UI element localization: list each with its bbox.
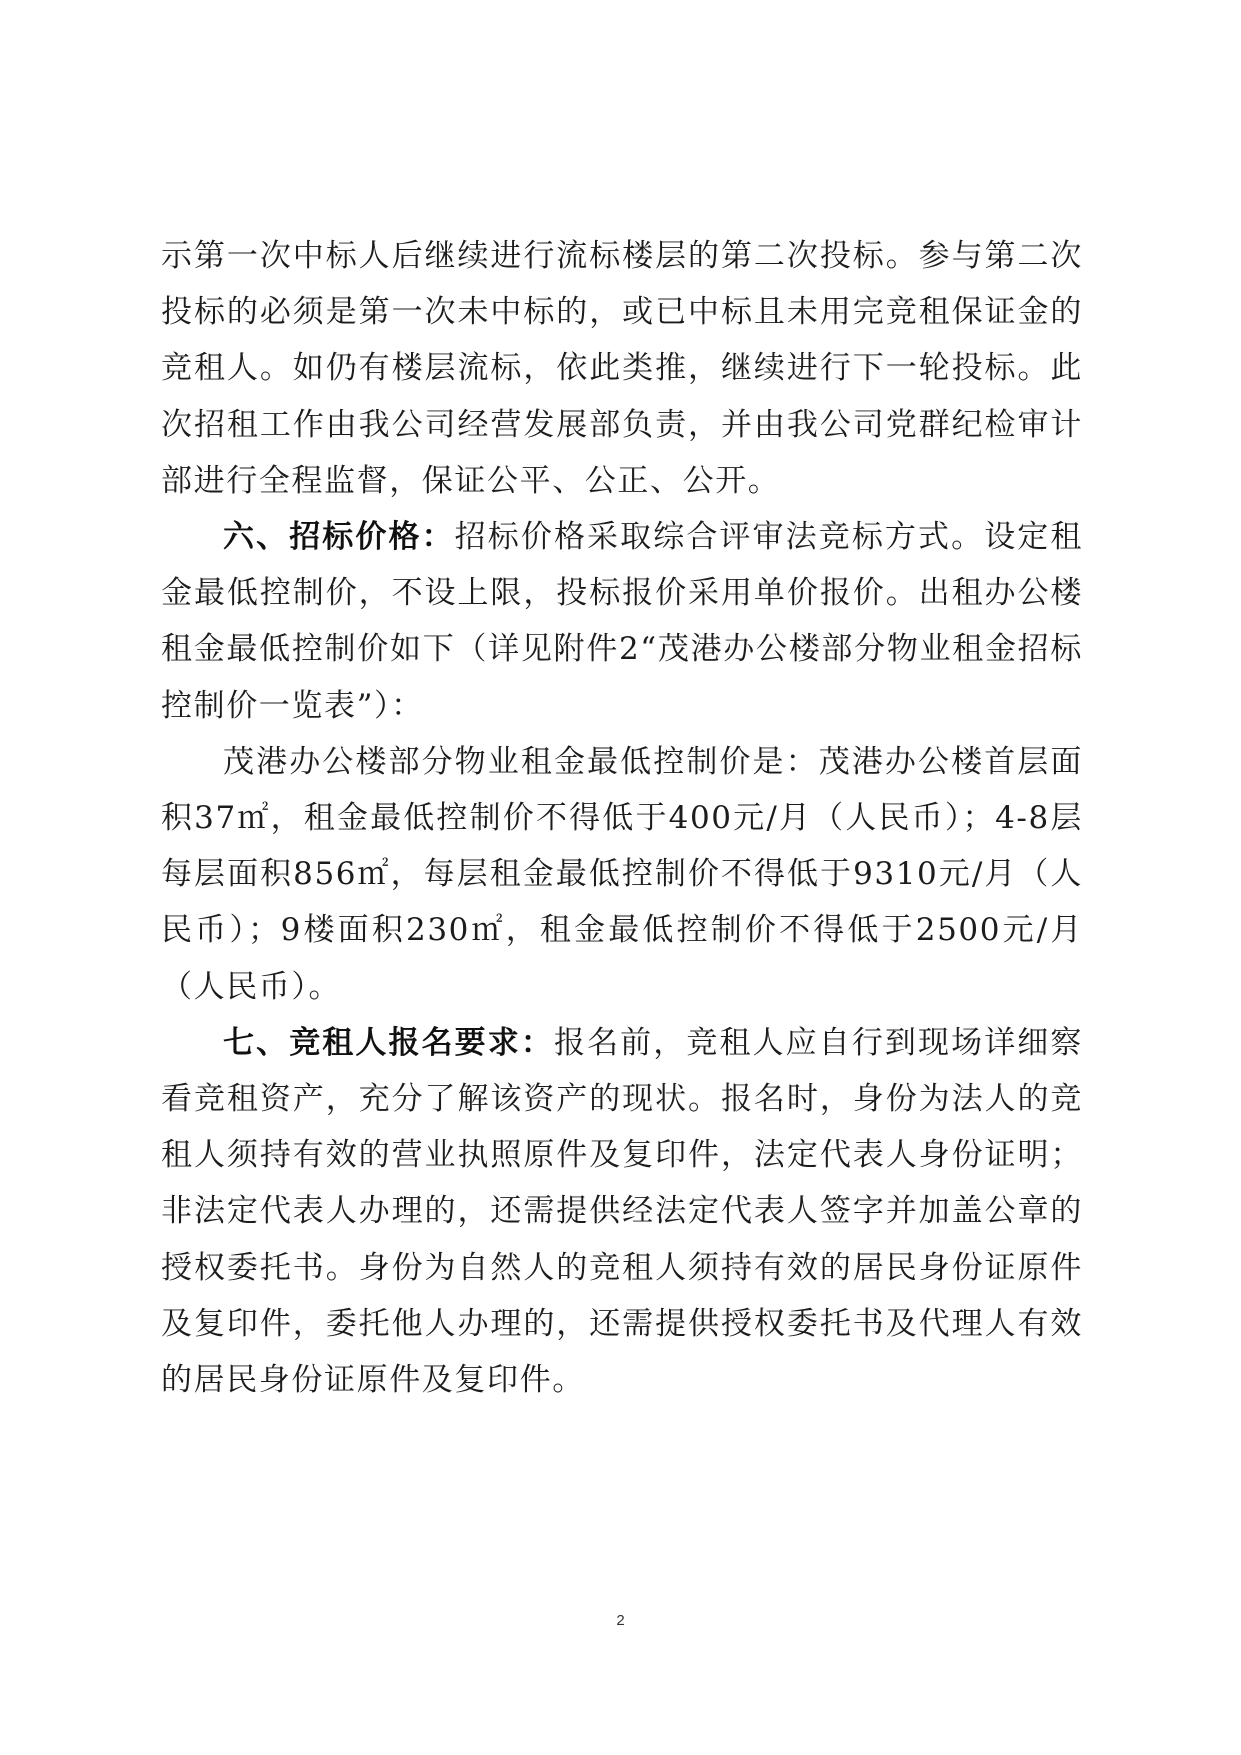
paragraph-continued-bidding-process bbox=[161, 228, 1083, 509]
paragraph-text: 报名前，竞租人应自行到现场详细察看竞租资产，充分了解该资产的现状。报名时，身份为法人的竞租人须持有效的营业执照原件及复印件，法定代表人身份证明；非法定代表人办理的，还需提供经法定代表人签字并加盖公章的授权委托书。身份为自然人的竞租人须持有效的居民身份证原件及复印件，委托他人办理的，还需提供授权委托书及代理人有效的居民身份证原件及复印件。 bbox=[161, 1024, 1084, 1399]
page-number: 2 bbox=[616, 1612, 625, 1629]
paragraph-text: 示第一次中标人后继续进行流标楼层的第二次投标。参与第二次投标的必须是第一次未中标的，或已中标且未用完竞租保证金的竞租人。如仍有楼层流标，依此类推，继续进行下一轮投标。此次招租工作由我公司经营发展部负责，并由我公司党群纪检审计部进行全程监督，保证公平、公正、公开。 bbox=[161, 238, 1083, 499]
paragraph-text: 茂港办公楼部分物业租金最低控制价是：茂港办公楼首层面积37㎡，租金最低控制价不得低于400元/月（人民币）；4-8层每层面积856㎡，每层租金最低控制价不得低于9310元/月（人民币）；9楼面积230㎡，租金最低控制价不得低于2500元/月（人民币）。 bbox=[161, 743, 1083, 1005]
paragraph-minimum-rent-prices bbox=[161, 734, 1083, 1015]
section-heading: 六、招标价格： bbox=[223, 519, 455, 556]
paragraph-section-seven-registration bbox=[161, 1015, 1083, 1408]
section-heading: 七、竞租人报名要求： bbox=[223, 1024, 554, 1061]
paragraph-text: 招标价格采取综合评审法竞标方式。设定租金最低控制价，不设上限，投标报价采用单价报价。出租办公楼租金最低控制价如下（详见附件2“茂港办公楼部分物业租金招标控制价一览表”）： bbox=[161, 519, 1083, 724]
paragraph-section-six-bid-price bbox=[161, 509, 1083, 734]
document-body bbox=[161, 228, 1083, 1408]
